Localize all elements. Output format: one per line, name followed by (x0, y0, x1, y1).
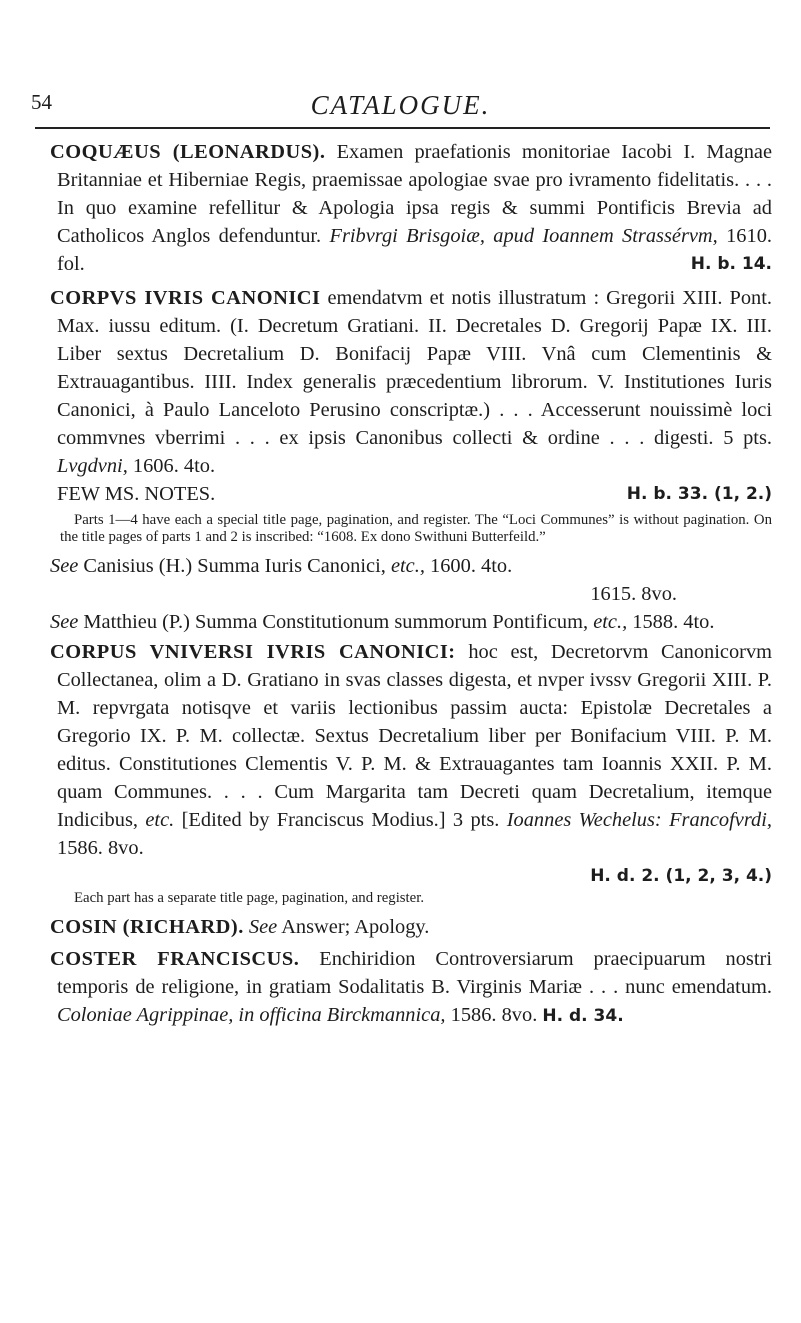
shelf-mark: H. d. 34. (542, 1006, 624, 1026)
entry-text: emendatvm et notis illustratum : Gregorii XIII. Pont. Max. iussu editum. (I. Decretum Gratiani. II. Decretales D. Gregorij Papæ IX. III. Liber sextus Decretalium D. Bonifacij Papæ VIII. Vnâ cum Clementinis & Extrauagantibus. IIII. Index generalis præcedentium librorum. V. Institutiones Iuris Canonici, à Paulo Lanceloto Perusino conscriptæ.) . . . Accesserunt nouissimè loci commvnes vberrimi . . . ex ipsis Canonibus collecti & ordine . . . digesti. 5 pts. (57, 287, 772, 449)
shelf-mark: H. b. 14. (690, 254, 772, 274)
see-etc: etc., (390, 555, 425, 577)
see-date: 1588. 4to. (632, 611, 715, 633)
entry-heading: COSIN (RICHARD). (50, 916, 244, 938)
catalogue-entry-coquaeus (50, 138, 772, 278)
entry-heading: CORPVS IVRIS CANONICI (50, 287, 321, 309)
entry-etc: etc. (145, 809, 175, 831)
page-number: 54 (31, 90, 52, 114)
catalogue-entry-corpus-iuris (50, 284, 772, 508)
entry-text: Enchiridion Controversiarum praecipuarum nostri temporis de religione, in gratiam Sodalitatis B. Virginis Mariæ . . . nunc emendatum. (57, 948, 772, 998)
entry-editor: [Edited by Franciscus Modius.] 3 pts. (181, 809, 500, 831)
entry-text: hoc est, Decretorvm Canonicorvm Collectanea, olim a D. Gratiano in svas classes digesta, et nvper ivssv Gregorii XIII. P. M. repvrgata notisqve et variis lectionibus passim aucta: Epistolæ Decretales a Gregorio IX. P. M. collectæ. Sextus Decretalium liber per Bonifacium VIII. P. M. editus. Constitutiones Clementis V. P. M. & Extrauagantes tam Ioannis XXII. P. M. quam Communes. . . . Cum Margarita tam Decreti quam Decretalium, itemque Indicibus, (57, 641, 772, 831)
see-label: See (50, 555, 79, 577)
see-date: 1615. 8vo. (590, 583, 677, 605)
entry-date: 1586. 8vo. (57, 837, 144, 859)
entry-note: Parts 1—4 have each a special title page, pagination, and register. The “Loci Communes” is without pagination. On the title pages of parts 1 and 2 is inscribed: “1608. Ex dono Swithuni Butterfeild.” (60, 512, 772, 545)
entry-text: Examen praefationis monitoriae Iacobi I. Magnae Britanniae et Hiberniae Regis, praemissae apologiae svae pro ivramento fidelitatis. . . . In quo examine refellitur & Apologia ipsa regis & summi Pontificis Brevia ad Catholicos Anglos defenduntur. (57, 141, 772, 247)
entry-date: 1606. 4to. (132, 455, 216, 477)
see-label: See (50, 611, 79, 633)
header-rule (35, 127, 770, 129)
see-text: Matthieu (P.) Summa Constitutionum summorum Pontificum, (83, 611, 589, 633)
catalogue-entry-corpus-vniversi (50, 638, 772, 890)
shelf-mark: H. b. 33. (1, 2.) (626, 484, 772, 504)
see-label: See (248, 916, 278, 938)
see-date: 1600. 4to. (430, 555, 513, 577)
entry-ms-notes: FEW MS. NOTES. (57, 483, 216, 505)
see-reference-continuation (50, 580, 772, 608)
entry-imprint: Lvgdvni, (57, 455, 128, 477)
entry-imprint: Ioannes Wechelus: Francofvrdi, (506, 809, 772, 831)
shelf-mark: H. d. 2. (1, 2, 3, 4.) (590, 866, 772, 886)
entry-heading: COQUÆUS (LEONARDUS). (50, 141, 326, 163)
catalogue-entry-coster (50, 945, 772, 1030)
see-text: Canisius (H.) Summa Iuris Canonici, (83, 555, 386, 577)
see-reference (50, 552, 772, 580)
entry-imprint: Coloniae Agrippinae, in officina Birckmannica, (57, 1004, 446, 1026)
entry-date: 1610. fol. (57, 225, 772, 275)
see-etc: etc., (593, 611, 628, 633)
entry-note: Each part has a separate title page, pagination, and register. (74, 890, 425, 906)
catalogue-entry-cosin (50, 913, 772, 941)
entry-text: Answer; Apology. (281, 916, 430, 938)
entry-heading: COSTER FRANCISCUS. (50, 948, 300, 970)
entry-date: 1586. 8vo. (450, 1004, 538, 1026)
entry-imprint: Fribvrgi Brisgoiæ, apud Ioannem Strassérvm, (329, 225, 718, 247)
see-reference (50, 608, 772, 636)
entry-heading: CORPUS VNIVERSI IVRIS CANONICI: (50, 641, 456, 663)
running-head (0, 90, 801, 130)
page-title: CATALOGUE. (310, 90, 491, 120)
catalogue-body (50, 138, 772, 1030)
